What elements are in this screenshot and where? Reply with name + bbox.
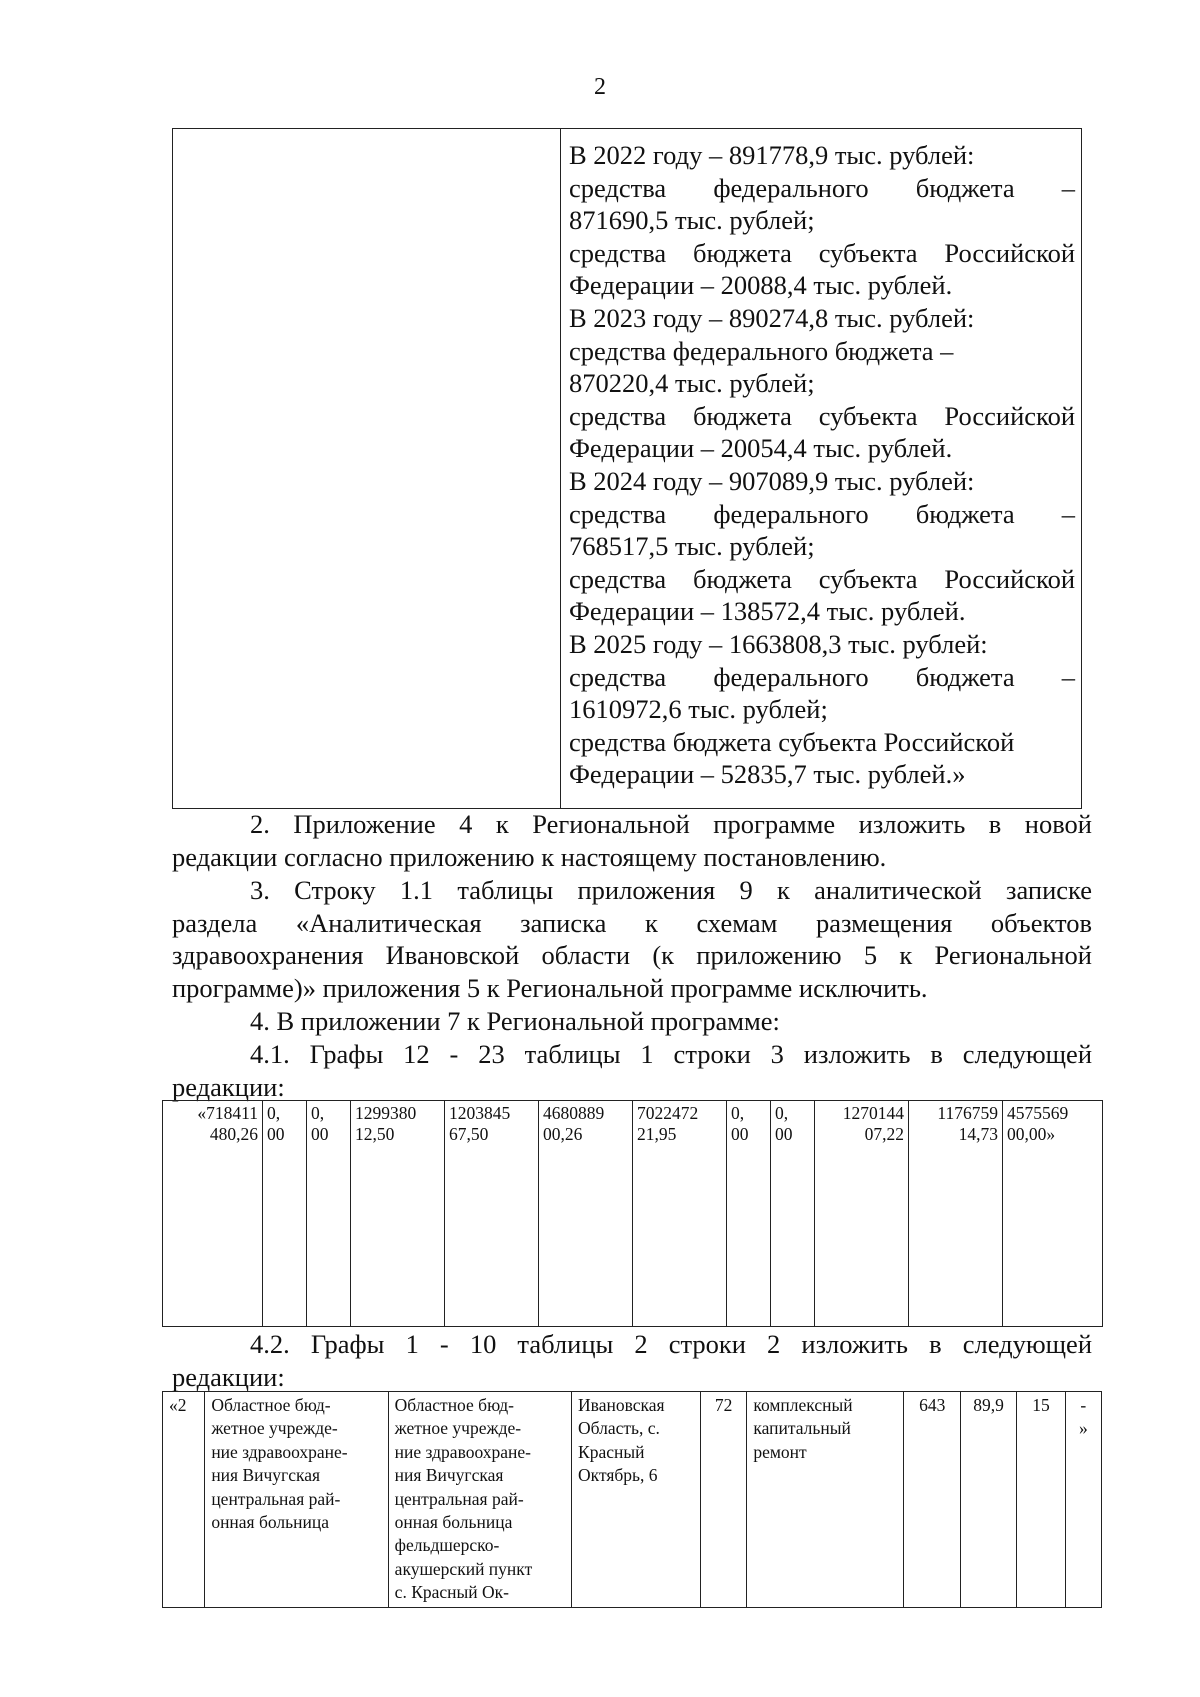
paragraph-2-line: 2. Приложение 4 к Региональной программе изложить в новой — [250, 809, 1092, 839]
funding-line: 871690,5 тыс. рублей; — [569, 205, 815, 236]
table-cell — [388, 1392, 571, 1608]
table-cell — [445, 1101, 539, 1327]
cell-line: «2 — [169, 1395, 187, 1415]
paragraph-4-2-line: редакции: — [172, 1361, 285, 1392]
cell-line: жетное учрежде- — [211, 1418, 338, 1439]
cell-line: ния Вичугская — [211, 1465, 321, 1486]
table-cell — [727, 1101, 771, 1327]
table-row — [163, 1101, 1103, 1327]
paragraph-4-2 — [172, 1328, 1092, 1393]
cell-line: 1299380 — [355, 1103, 417, 1123]
cell-line: 1176759 — [937, 1103, 998, 1123]
cell-line: 0, — [311, 1103, 325, 1123]
funding-line: 768517,5 тыс. рублей; — [569, 531, 815, 562]
cell-line: Ивановская — [578, 1395, 665, 1415]
cell-line: фельдшерско- — [394, 1535, 500, 1556]
paragraph-4-1-line: редакции: — [172, 1071, 285, 1102]
cell-line: центральная рай- — [394, 1488, 524, 1509]
cell-line: ние здравоохране- — [394, 1441, 531, 1462]
funding-table — [172, 128, 1082, 809]
cell-line: 1270144 — [842, 1103, 904, 1123]
table-4-1 — [162, 1100, 1103, 1327]
table-cell — [1003, 1101, 1103, 1327]
table-cell — [351, 1101, 445, 1327]
cell-line: 00 — [731, 1124, 749, 1144]
cell-line: 0, — [267, 1103, 281, 1123]
page-number: 2 — [594, 74, 606, 100]
paragraph-4-2-line: 4.2. Графы 1 - 10 таблицы 2 строки 2 изложить в следующей — [250, 1329, 1092, 1359]
funding-line: В 2023 году – 890274,8 тыс. рублей: — [569, 302, 975, 333]
table-cell — [263, 1101, 307, 1327]
table-4-2 — [162, 1391, 1102, 1608]
cell-line: Область, с. — [578, 1418, 660, 1439]
cell-line: онная больница — [211, 1512, 329, 1533]
funding-line: В 2024 году – 907089,9 тыс. рублей: — [569, 465, 975, 496]
cell-line: 0, — [731, 1103, 745, 1123]
cell-line: 0, — [775, 1103, 789, 1123]
cell-line: 4575569 — [1007, 1103, 1069, 1123]
cell-line: Красный — [578, 1441, 645, 1462]
cell-line: 07,22 — [864, 1124, 904, 1144]
funding-line: Федерации – 20054,4 тыс. рублей. — [569, 433, 953, 464]
funding-table-value-cell — [561, 129, 1082, 809]
cell-line: с. Красный Ок- — [394, 1582, 509, 1603]
table-cell — [539, 1101, 633, 1327]
cell-line: 4680889 — [543, 1103, 605, 1123]
funding-line: Федерации – 138572,4 тыс. рублей. — [569, 596, 966, 627]
table-row — [163, 1392, 1102, 1608]
funding-line: средства федерального бюджета – — [569, 172, 1075, 203]
cell-line: 00,00» — [1007, 1124, 1056, 1144]
cell-line: 14,73 — [958, 1124, 998, 1144]
funding-line: средства федерального бюджета – — [569, 335, 954, 366]
paragraph-3-line: программе)» приложения 5 к Региональной программе исключить. — [172, 972, 928, 1003]
cell-line: 643 — [919, 1395, 946, 1415]
cell-line: - — [1080, 1395, 1087, 1415]
paragraph-2-line: редакции согласно приложению к настоящему постановлению. — [172, 841, 887, 872]
funding-line: средства федерального бюджета – — [569, 661, 1075, 692]
table-cell — [633, 1101, 727, 1327]
cell-line: 21,95 — [637, 1124, 677, 1144]
cell-line: 00 — [267, 1124, 285, 1144]
funding-line: средства бюджета субъекта Российской — [569, 726, 1015, 757]
cell-line: 72 — [714, 1395, 733, 1415]
paragraph-4-line: 4. В приложении 7 к Региональной программе: — [250, 1006, 780, 1036]
cell-line: 7022472 — [637, 1103, 699, 1123]
table-cell — [960, 1392, 1016, 1608]
cell-line: 89,9 — [973, 1395, 1004, 1415]
table-cell — [1065, 1392, 1101, 1608]
cell-line: акушерский пункт — [394, 1558, 533, 1579]
cell-line: Областное бюд- — [211, 1395, 331, 1415]
table-cell — [700, 1392, 746, 1608]
paragraph-4-1 — [172, 1038, 1092, 1103]
cell-line: капитальный — [753, 1418, 851, 1439]
paragraph-3-line: здравоохранения Ивановской области (к приложению 5 к Региональной — [172, 940, 1092, 971]
table-cell — [572, 1392, 701, 1608]
funding-line: Федерации – 20088,4 тыс. рублей. — [569, 270, 953, 301]
paragraph-4 — [172, 1005, 1092, 1038]
cell-line: 00 — [311, 1124, 329, 1144]
cell-line: центральная рай- — [211, 1488, 341, 1509]
funding-line: средства бюджета субъекта Российской — [569, 400, 1075, 431]
cell-line: ние здравоохране- — [211, 1441, 348, 1462]
funding-table-label-cell — [173, 129, 561, 809]
paragraph-3-line: 3. Строку 1.1 таблицы приложения 9 к аналитической записке — [250, 875, 1092, 905]
table-cell — [205, 1392, 388, 1608]
funding-line: средства бюджета субъекта Российской — [569, 237, 1075, 268]
paragraph-3 — [172, 874, 1092, 1004]
cell-line: жетное учрежде- — [394, 1418, 522, 1439]
table-cell — [1017, 1392, 1065, 1608]
funding-line: В 2022 году – 891778,9 тыс. рублей: — [569, 140, 975, 170]
funding-line: средства бюджета субъекта Российской — [569, 563, 1075, 594]
cell-line: 00,26 — [543, 1124, 583, 1144]
cell-line: 12,50 — [355, 1124, 395, 1144]
cell-line: » — [1078, 1418, 1088, 1439]
cell-line: 67,50 — [449, 1124, 489, 1144]
table-cell — [307, 1101, 351, 1327]
funding-line: Федерации – 52835,7 тыс. рублей.» — [569, 759, 966, 790]
cell-line: Областное бюд- — [394, 1395, 514, 1415]
table-cell — [815, 1101, 909, 1327]
funding-line: В 2025 году – 1663808,3 тыс. рублей: — [569, 628, 988, 659]
paragraph-4-1-line: 4.1. Графы 12 - 23 таблицы 1 строки 3 изложить в следующей — [250, 1039, 1092, 1069]
table-cell — [909, 1101, 1003, 1327]
cell-line: 00 — [775, 1124, 793, 1144]
cell-line: онная больница — [394, 1512, 513, 1533]
funding-line: средства федерального бюджета – — [569, 498, 1075, 529]
table-cell — [904, 1392, 960, 1608]
cell-line: ния Вичугская — [394, 1465, 504, 1486]
table-cell — [747, 1392, 904, 1608]
cell-line: ремонт — [753, 1441, 807, 1462]
funding-line: 1610972,6 тыс. рублей; — [569, 694, 828, 725]
funding-line: 870220,4 тыс. рублей; — [569, 368, 815, 399]
table-cell — [771, 1101, 815, 1327]
cell-line: 1203845 — [449, 1103, 511, 1123]
table-cell — [163, 1392, 205, 1608]
cell-line: 480,26 — [209, 1124, 258, 1144]
paragraph-2 — [172, 808, 1092, 873]
paragraph-3-line: раздела «Аналитическая записка к схемам размещения объектов — [172, 907, 1092, 938]
cell-line: 15 — [1032, 1395, 1050, 1415]
table-cell — [163, 1101, 263, 1327]
cell-line: «718411 — [197, 1103, 258, 1123]
cell-line: Октябрь, 6 — [578, 1465, 658, 1486]
cell-line: комплексный — [753, 1395, 853, 1415]
